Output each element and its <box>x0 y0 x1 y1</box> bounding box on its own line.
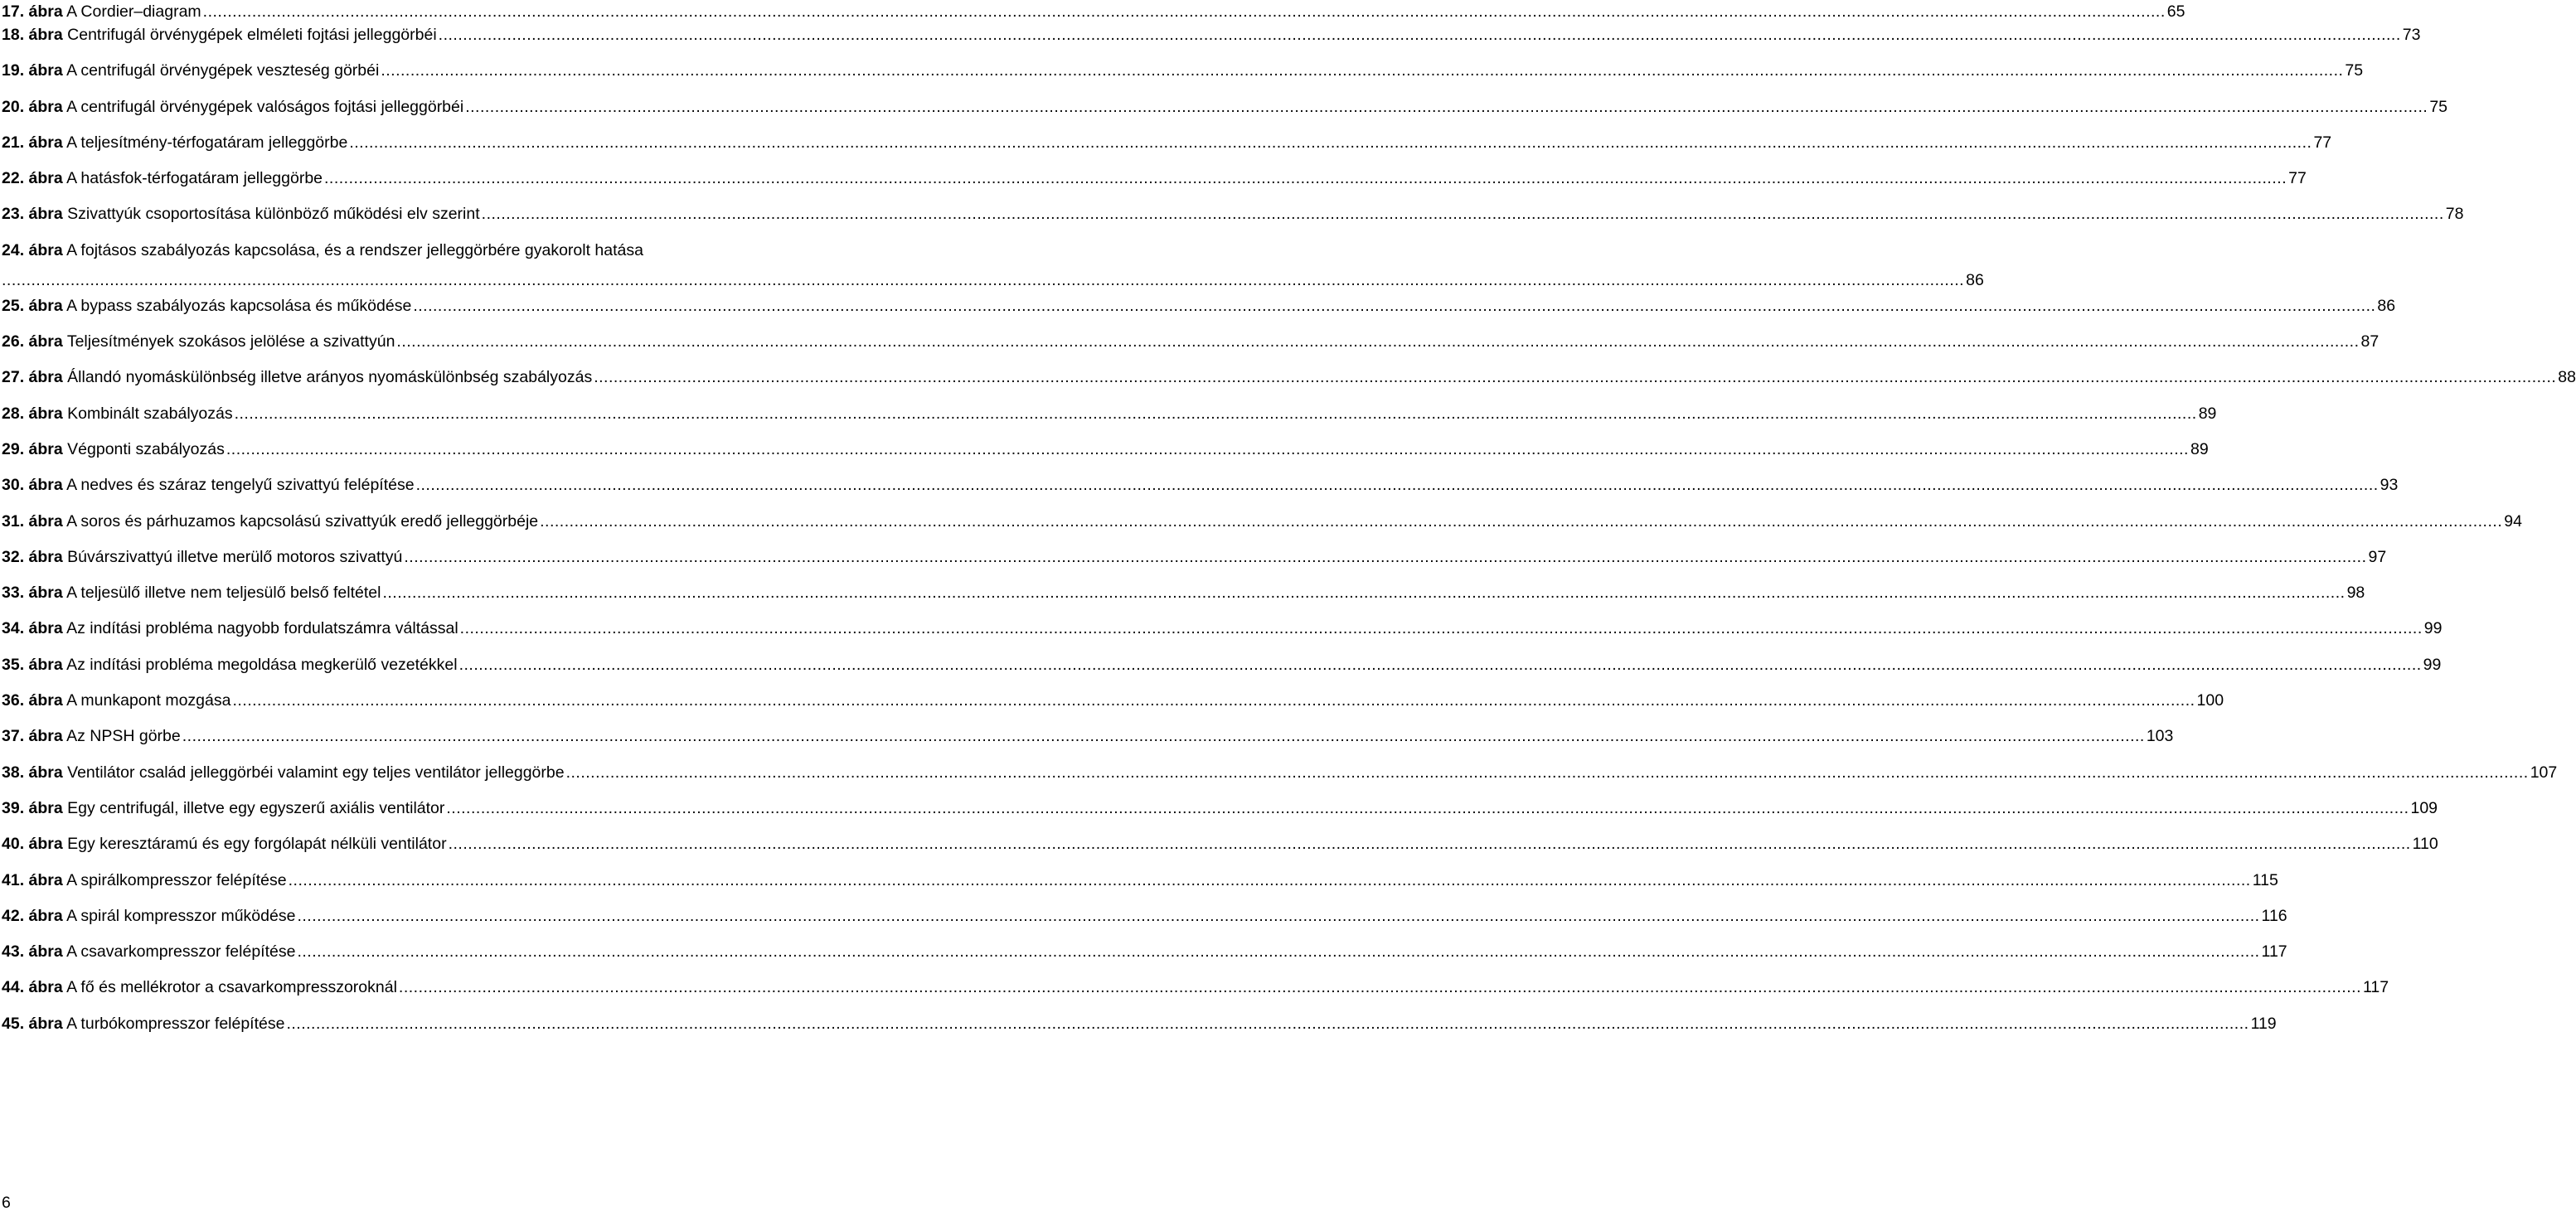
figure-number: 38. <box>2 763 25 782</box>
leader-dots: ................................................................................................................................................................................................................................................................................................................................................................................................................ <box>382 584 2346 603</box>
toc-entry[interactable] <box>2 904 2287 940</box>
figure-keyword: ábra <box>28 906 63 925</box>
figure-title: A nedves és száraz tengelyű szivattyú felépítése <box>66 476 415 495</box>
leader-dots: ................................................................................................................................................................................................................................................................................................................................................................................................................ <box>404 547 2367 566</box>
page-ref: 78 <box>2445 205 2464 224</box>
figure-keyword: ábra <box>28 798 63 817</box>
entry-label <box>2 473 415 497</box>
figure-keyword: ábra <box>28 942 63 962</box>
figure-number: 43. <box>2 942 25 962</box>
entry-label <box>2 1012 284 1035</box>
figure-number: 40. <box>2 835 25 854</box>
figure-keyword: ábra <box>28 1014 63 1033</box>
figure-keyword: ábra <box>28 404 63 423</box>
figure-number: 22. <box>2 169 25 188</box>
page-ref: 77 <box>2313 133 2332 152</box>
figure-number: 44. <box>2 978 25 997</box>
leader-dots: ................................................................................................................................................................................................................................................................................................................................................................................................................ <box>438 26 2401 44</box>
toc-entry[interactable] <box>2 95 2448 131</box>
page-ref: 100 <box>2196 691 2224 710</box>
figure-keyword: ábra <box>28 763 63 782</box>
figure-title: Szivattyúk csoportosítása különböző működési elv szerint <box>67 205 480 224</box>
page-ref: 99 <box>2423 655 2442 674</box>
figure-keyword: ábra <box>28 727 63 746</box>
page-ref: 75 <box>2345 61 2364 80</box>
leader-dots: ................................................................................................................................................................................................................................................................................................................................................................................................................ <box>232 691 2195 710</box>
leader-dots: ................................................................................................................................................................................................................................................................................................................................................................................................................ <box>297 906 2260 925</box>
leader-dots: ................................................................................................................................................................................................................................................................................................................................................................................................................ <box>540 511 2503 530</box>
leader-dots: ................................................................................................................................................................................................................................................................................................................................................................................................................ <box>415 476 2379 495</box>
figure-title: Az NPSH görbe <box>66 727 181 746</box>
toc-entry[interactable] <box>2 545 2387 581</box>
list-of-figures <box>2 0 2576 1048</box>
figure-title: A centrifugál örvénygépek veszteség görbéi <box>66 61 380 80</box>
leader-dots: ................................................................................................................................................................................................................................................................................................................................................................................................................ <box>286 1014 2249 1033</box>
entry-label <box>2 581 381 604</box>
entry-label <box>2 904 295 928</box>
entry-label <box>2 869 287 892</box>
figure-title: A spirál kompresszor működése <box>66 906 296 925</box>
page-ref: 99 <box>2423 619 2443 638</box>
figure-keyword: ábra <box>28 655 63 674</box>
page-ref: 93 <box>2380 476 2399 495</box>
entry-label <box>2 724 181 748</box>
figure-title: Kombinált szabályozás <box>67 404 233 423</box>
leader-dots: ................................................................................................................................................................................................................................................................................................................................................................................................................ <box>202 2 2166 21</box>
figure-title: A spirálkompresszor felépítése <box>66 870 287 889</box>
figure-title: Állandó nyomáskülönbség illetve arányos nyomáskülönbség szabályozás <box>67 368 593 387</box>
figure-keyword: ábra <box>28 619 63 638</box>
entry-label <box>2 202 480 225</box>
toc-entry[interactable] <box>2 239 1984 294</box>
figure-keyword: ábra <box>28 547 63 566</box>
page-ref: 77 <box>2288 169 2307 188</box>
toc-entry[interactable] <box>2 0 2185 23</box>
figure-number: 23. <box>2 205 25 224</box>
entry-label <box>2 23 437 46</box>
page-ref: 73 <box>2402 26 2421 44</box>
page-number: 6 <box>2 1194 11 1212</box>
figure-keyword: ábra <box>28 205 63 224</box>
leader-dots: ................................................................................................................................................................................................................................................................................................................................................................................................................ <box>381 61 2344 80</box>
figure-keyword: ábra <box>28 870 63 889</box>
toc-entry[interactable] <box>2 131 2332 167</box>
leader-dots: ................................................................................................................................................................................................................................................................................................................................................................................................................ <box>458 655 2422 674</box>
figure-title: A centrifugál örvénygépek valóságos fojtási jelleggörbéi <box>66 97 464 116</box>
figure-keyword: ábra <box>28 835 63 854</box>
figure-title: Az indítási probléma nagyobb fordulatszámra váltással <box>66 619 458 638</box>
page-ref: 98 <box>2346 584 2365 603</box>
leader-dots: ................................................................................................................................................................................................................................................................................................................................................................................................................ <box>324 169 2287 188</box>
figure-number: 30. <box>2 476 25 495</box>
entry-label <box>2 976 397 999</box>
entry-label <box>2 510 538 533</box>
toc-entry[interactable] <box>2 330 2380 366</box>
toc-entry[interactable] <box>2 617 2443 652</box>
figure-number: 39. <box>2 798 25 817</box>
page-ref: 103 <box>2146 727 2174 746</box>
toc-entry[interactable] <box>2 59 2364 94</box>
figure-title: A bypass szabályozás kapcsolása és működése <box>66 296 412 315</box>
toc-entry[interactable] <box>2 1012 2277 1048</box>
leader-dots: ................................................................................................................................................................................................................................................................................................................................................................................................................ <box>594 368 2557 387</box>
leader-dots: ................................................................................................................................................................................................................................................................................................................................................................................................................ <box>297 942 2260 962</box>
toc-entry[interactable] <box>2 510 2522 545</box>
entry-label <box>2 832 447 855</box>
entry-label <box>2 402 233 425</box>
figure-keyword: ábra <box>28 296 63 315</box>
figure-number: 17. <box>2 2 25 21</box>
figure-number: 25. <box>2 296 25 315</box>
leader-dots: ................................................................................................................................................................................................................................................................................................................................................................................................................ <box>234 404 2197 423</box>
figure-number: 32. <box>2 547 25 566</box>
figure-title: Egy keresztáramú és egy forgólapát nélküli ventilátor <box>67 835 447 854</box>
figure-keyword: ábra <box>28 439 63 458</box>
toc-entry[interactable] <box>2 976 2389 1011</box>
entry-label <box>2 167 323 190</box>
figure-title: A teljesülő illetve nem teljesülő belső feltétel <box>66 584 381 603</box>
page-ref: 86 <box>1966 270 1984 289</box>
figure-number: 29. <box>2 439 25 458</box>
entry-label <box>2 689 230 712</box>
entry-label <box>2 438 225 461</box>
leader-dots: ................................................................................................................................................................................................................................................................................................................................................................................................................ <box>481 205 2444 224</box>
leader-dots: ................................................................................................................................................................................................................................................................................................................................................................................................................ <box>465 97 2428 116</box>
toc-entry[interactable] <box>2 689 2224 724</box>
page-ref: 86 <box>2377 296 2396 315</box>
toc-entry[interactable] <box>2 869 2278 904</box>
entry-label <box>2 95 463 119</box>
toc-entry[interactable] <box>2 438 2209 473</box>
page-ref: 75 <box>2429 97 2448 116</box>
figure-keyword: ábra <box>28 691 63 710</box>
leader-dots: ................................................................................................................................................................................................................................................................................................................................................................................................................ <box>446 798 2409 817</box>
figure-title: A fojtásos szabályozás kapcsolása, és a rendszer jelleggörbére gyakorolt hatása <box>66 240 643 259</box>
page-ref: 117 <box>2363 978 2389 997</box>
figure-title: A soros és párhuzamos kapcsolású szivattyúk eredő jelleggörbéje <box>66 511 539 530</box>
page-ref: 97 <box>2368 547 2387 566</box>
entry-label <box>2 545 402 569</box>
figure-number: 35. <box>2 655 25 674</box>
figure-keyword: ábra <box>28 332 63 351</box>
page-ref: 109 <box>2410 798 2438 817</box>
figure-keyword: ábra <box>28 368 63 387</box>
figure-title: A csavarkompresszor felépítése <box>66 942 296 962</box>
figure-number: 27. <box>2 368 25 387</box>
entry-label <box>2 330 395 353</box>
leader-dots: ................................................................................................................................................................................................................................................................................................................................................................................................................ <box>396 332 2360 351</box>
page-ref: 89 <box>2190 439 2209 458</box>
figure-title: Teljesítmények szokásos jelölése a szivattyún <box>66 332 395 351</box>
page-ref: 65 <box>2166 2 2185 21</box>
figure-number: 34. <box>2 619 25 638</box>
page-ref: 89 <box>2198 404 2217 423</box>
leader-dots: ................................................................................................................................................................................................................................................................................................................................................................................................................ <box>448 835 2411 854</box>
figure-title: Búvárszivattyú illetve merülő motoros szivattyú <box>67 547 403 566</box>
figure-number: 31. <box>2 511 25 530</box>
toc-entry[interactable] <box>2 473 2399 509</box>
entry-label <box>2 797 444 820</box>
figure-title: A munkapont mozgása <box>66 691 231 710</box>
figure-keyword: ábra <box>28 240 63 259</box>
page-ref: 88 <box>2558 368 2576 387</box>
figure-number: 21. <box>2 133 25 152</box>
leader-dots: ................................................................................................................................................................................................................................................................................................................................................................................................................ <box>349 133 2312 152</box>
entry-label <box>2 617 458 640</box>
figure-title: A hatásfok-térfogatáram jelleggörbe <box>66 169 323 188</box>
figure-keyword: ábra <box>28 584 63 603</box>
figure-title: A fő és mellékrotor a csavarkompresszoroknál <box>66 978 397 997</box>
figure-number: 20. <box>2 97 25 116</box>
figure-keyword: ábra <box>28 169 63 188</box>
entry-label <box>2 366 592 389</box>
figure-keyword: ábra <box>28 97 63 116</box>
entry-label <box>2 940 295 963</box>
figure-number: 41. <box>2 870 25 889</box>
leader-dots: ................................................................................................................................................................................................................................................................................................................................................................................................................ <box>413 296 2376 315</box>
toc-entry[interactable] <box>2 202 2464 238</box>
leader-dots: ................................................................................................................................................................................................................................................................................................................................................................................................................ <box>288 870 2251 889</box>
figure-number: 33. <box>2 584 25 603</box>
toc-entry[interactable] <box>2 23 2421 59</box>
figure-number: 45. <box>2 1014 25 1033</box>
figure-number: 18. <box>2 26 25 44</box>
figure-number: 19. <box>2 61 25 80</box>
toc-entry[interactable] <box>2 940 2287 976</box>
figure-keyword: ábra <box>28 476 63 495</box>
figure-number: 26. <box>2 332 25 351</box>
toc-entry[interactable] <box>2 167 2307 202</box>
figure-number: 24. <box>2 240 25 259</box>
page-ref: 119 <box>2250 1014 2277 1033</box>
entry-label <box>2 294 411 317</box>
leader-dots: ................................................................................................................................................................................................................................................................................................................................................................................................................ <box>459 619 2423 638</box>
toc-entry[interactable] <box>2 402 2217 438</box>
leader-dots: ................................................................................................................................................................................................................................................................................................................................................................................................................ <box>565 763 2529 782</box>
figure-keyword: ábra <box>28 61 63 80</box>
figure-title: Egy centrifugál, illetve egy egyszerű axiális ventilátor <box>67 798 445 817</box>
figure-number: 36. <box>2 691 25 710</box>
figure-keyword: ábra <box>28 511 63 530</box>
entry-label <box>2 131 347 154</box>
toc-entry[interactable] <box>2 724 2174 760</box>
page-ref: 110 <box>2412 835 2438 854</box>
figure-title: A teljesítmény-térfogatáram jelleggörbe <box>66 133 348 152</box>
toc-entry[interactable] <box>2 761 2558 797</box>
page-ref: 94 <box>2504 511 2522 530</box>
toc-entry[interactable] <box>2 366 2576 401</box>
entry-label <box>2 653 458 676</box>
leader-dots: ................................................................................................................................................................................................................................................................................................................................................................................................................ <box>182 727 2145 746</box>
entry-label <box>2 59 379 82</box>
leader-dots: ................................................................................................................................................................................................................................................................................................................................................................................................................ <box>226 439 2189 458</box>
page-ref: 107 <box>2530 763 2558 782</box>
figure-keyword: ábra <box>28 978 63 997</box>
figure-number: 28. <box>2 404 25 423</box>
page-ref: 116 <box>2261 906 2287 925</box>
figure-number: 42. <box>2 906 25 925</box>
entry-label <box>2 0 201 23</box>
toc-entry[interactable] <box>2 294 2396 330</box>
figure-keyword: ábra <box>28 26 63 44</box>
figure-keyword: ábra <box>28 2 63 21</box>
toc-entry[interactable] <box>2 832 2438 868</box>
figure-number: 37. <box>2 727 25 746</box>
figure-title: A Cordier–diagram <box>66 2 201 21</box>
leader-dots: ................................................................................................................................................................................................................................................................................................................................................................................................................ <box>2 270 1965 289</box>
page-ref: 115 <box>2252 870 2278 889</box>
entry-label <box>2 761 565 784</box>
figure-title: Az indítási probléma megoldása megkerülő vezetékkel <box>66 655 458 674</box>
toc-entry[interactable] <box>2 653 2442 689</box>
figure-title: Ventilátor család jelleggörbéi valamint egy teljes ventilátor jelleggörbe <box>67 763 565 782</box>
figure-title: A turbókompresszor felépítése <box>66 1014 285 1033</box>
figure-title: Centrifugál örvénygépek elméleti fojtási jelleggörbéi <box>67 26 437 44</box>
page-ref: 117 <box>2261 942 2287 962</box>
figure-title: Végponti szabályozás <box>67 439 225 458</box>
leader-dots: ................................................................................................................................................................................................................................................................................................................................................................................................................ <box>398 978 2361 997</box>
toc-entry[interactable] <box>2 797 2438 832</box>
figure-keyword: ábra <box>28 133 63 152</box>
page-ref: 87 <box>2360 332 2380 351</box>
toc-entry[interactable] <box>2 581 2365 617</box>
